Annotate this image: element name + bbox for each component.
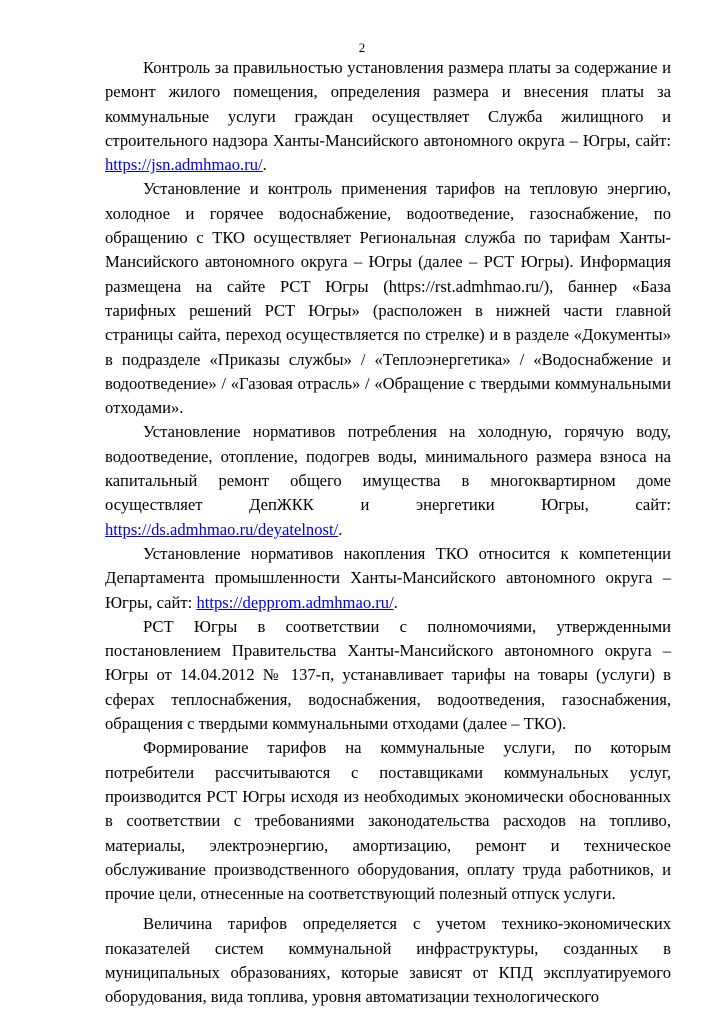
paragraph-text-end: . bbox=[338, 519, 343, 539]
paragraph-text-end: . bbox=[262, 155, 267, 175]
paragraph-consumption-norms bbox=[105, 420, 671, 541]
jsn-site-link[interactable]: https://jsn.admhmao.ru/ bbox=[105, 155, 263, 175]
document-body bbox=[105, 56, 671, 1010]
paragraph-housing-supervision bbox=[105, 56, 671, 177]
page-number: 2 bbox=[358, 40, 366, 55]
paragraph-tariff-service: Установление и контроль применения тарифов на тепловую энергию, холодное и горячее водоснабжение, водоотведение, газоснабжение, по обращению с ТКО осуществляет Региональная служба по тарифам Ханты-Мансийского автономного округа – Югры (далее – РСТ Югры). Информация размещена на сайте РСТ Югры (https://rst.admhmao.ru/), баннер «База тарифных решений РСТ Югры» (расположен в нижней части главной страницы сайта, переход осуществляется по стрелке) и в разделе «Документы» в подразделе «Приказы службы» / «Теплоэнергетика» / «Водоснабжение и водоотведение» / «Газовая отрасль» / «Обращение с твердыми коммунальными отходами». bbox=[105, 179, 671, 418]
paragraph-waste-norms bbox=[105, 542, 671, 615]
paragraph-text: Установление нормативов потребления на холодную, горячую воду, водоотведение, отопление, подогрев воды, минимального размера взноса на капитальный ремонт общего имущества в многоквартирном доме осуществляет ДепЖКК и энергетики Югры, сайт: bbox=[105, 422, 671, 515]
paragraph-text-end: . bbox=[393, 592, 398, 612]
ds-site-link[interactable]: https://ds.admhmao.ru/deyatelnost/ bbox=[105, 519, 339, 539]
paragraph-text: Установление нормативов накопления ТКО относится к компетенции Департамента промышленности Ханты-Мансийского автономного округа – Югры, сайт: bbox=[105, 543, 671, 612]
paragraph-rst-powers: РСТ Югры в соответствии с полномочиями, утвержденными постановлением Правительства Ханты-Мансийского автономного округа – Югры от 14.04.2012 № 137-п, устанавливает тарифы на товары (услуги) в сферах теплоснабжения, водоснабжения, водоотведения, газоснабжения, обращения с твердыми коммунальными отходами (далее – ТКО). bbox=[105, 616, 671, 734]
depprom-site-link[interactable]: https://depprom.admhmao.ru/ bbox=[196, 592, 394, 612]
paragraph-tariff-size: Величина тарифов определяется с учетом технико-экономических показателей систем коммунальной инфраструктуры, созданных в муниципальных образованиях, которые зависят от КПД эксплуатируемого оборудования, вида топлива, уровня автоматизации технологического bbox=[105, 914, 671, 1007]
paragraph-tariff-formation: Формирование тарифов на коммунальные услуги, по которым потребители рассчитываются с поставщиками коммунальных услуг, производится РСТ Югры исходя из необходимых экономически обоснованных в соответствии с требованиями законодательства расходов на топливо, материалы, электроэнергию, амортизацию, ремонт и техническое обслуживание производственного оборудования, оплату труда работников, и прочие цели, отнесенные на соответствующий полезный отпуск услуги. bbox=[105, 738, 671, 904]
paragraph-text: Контроль за правильностью установления размера платы за содержание и ремонт жилого помещения, определения размера и внесения платы за коммунальные услуги граждан осуществляет Служба жилищного и строительного надзора Ханты-Мансийского автономного округа – Югры, сайт: bbox=[105, 58, 671, 150]
